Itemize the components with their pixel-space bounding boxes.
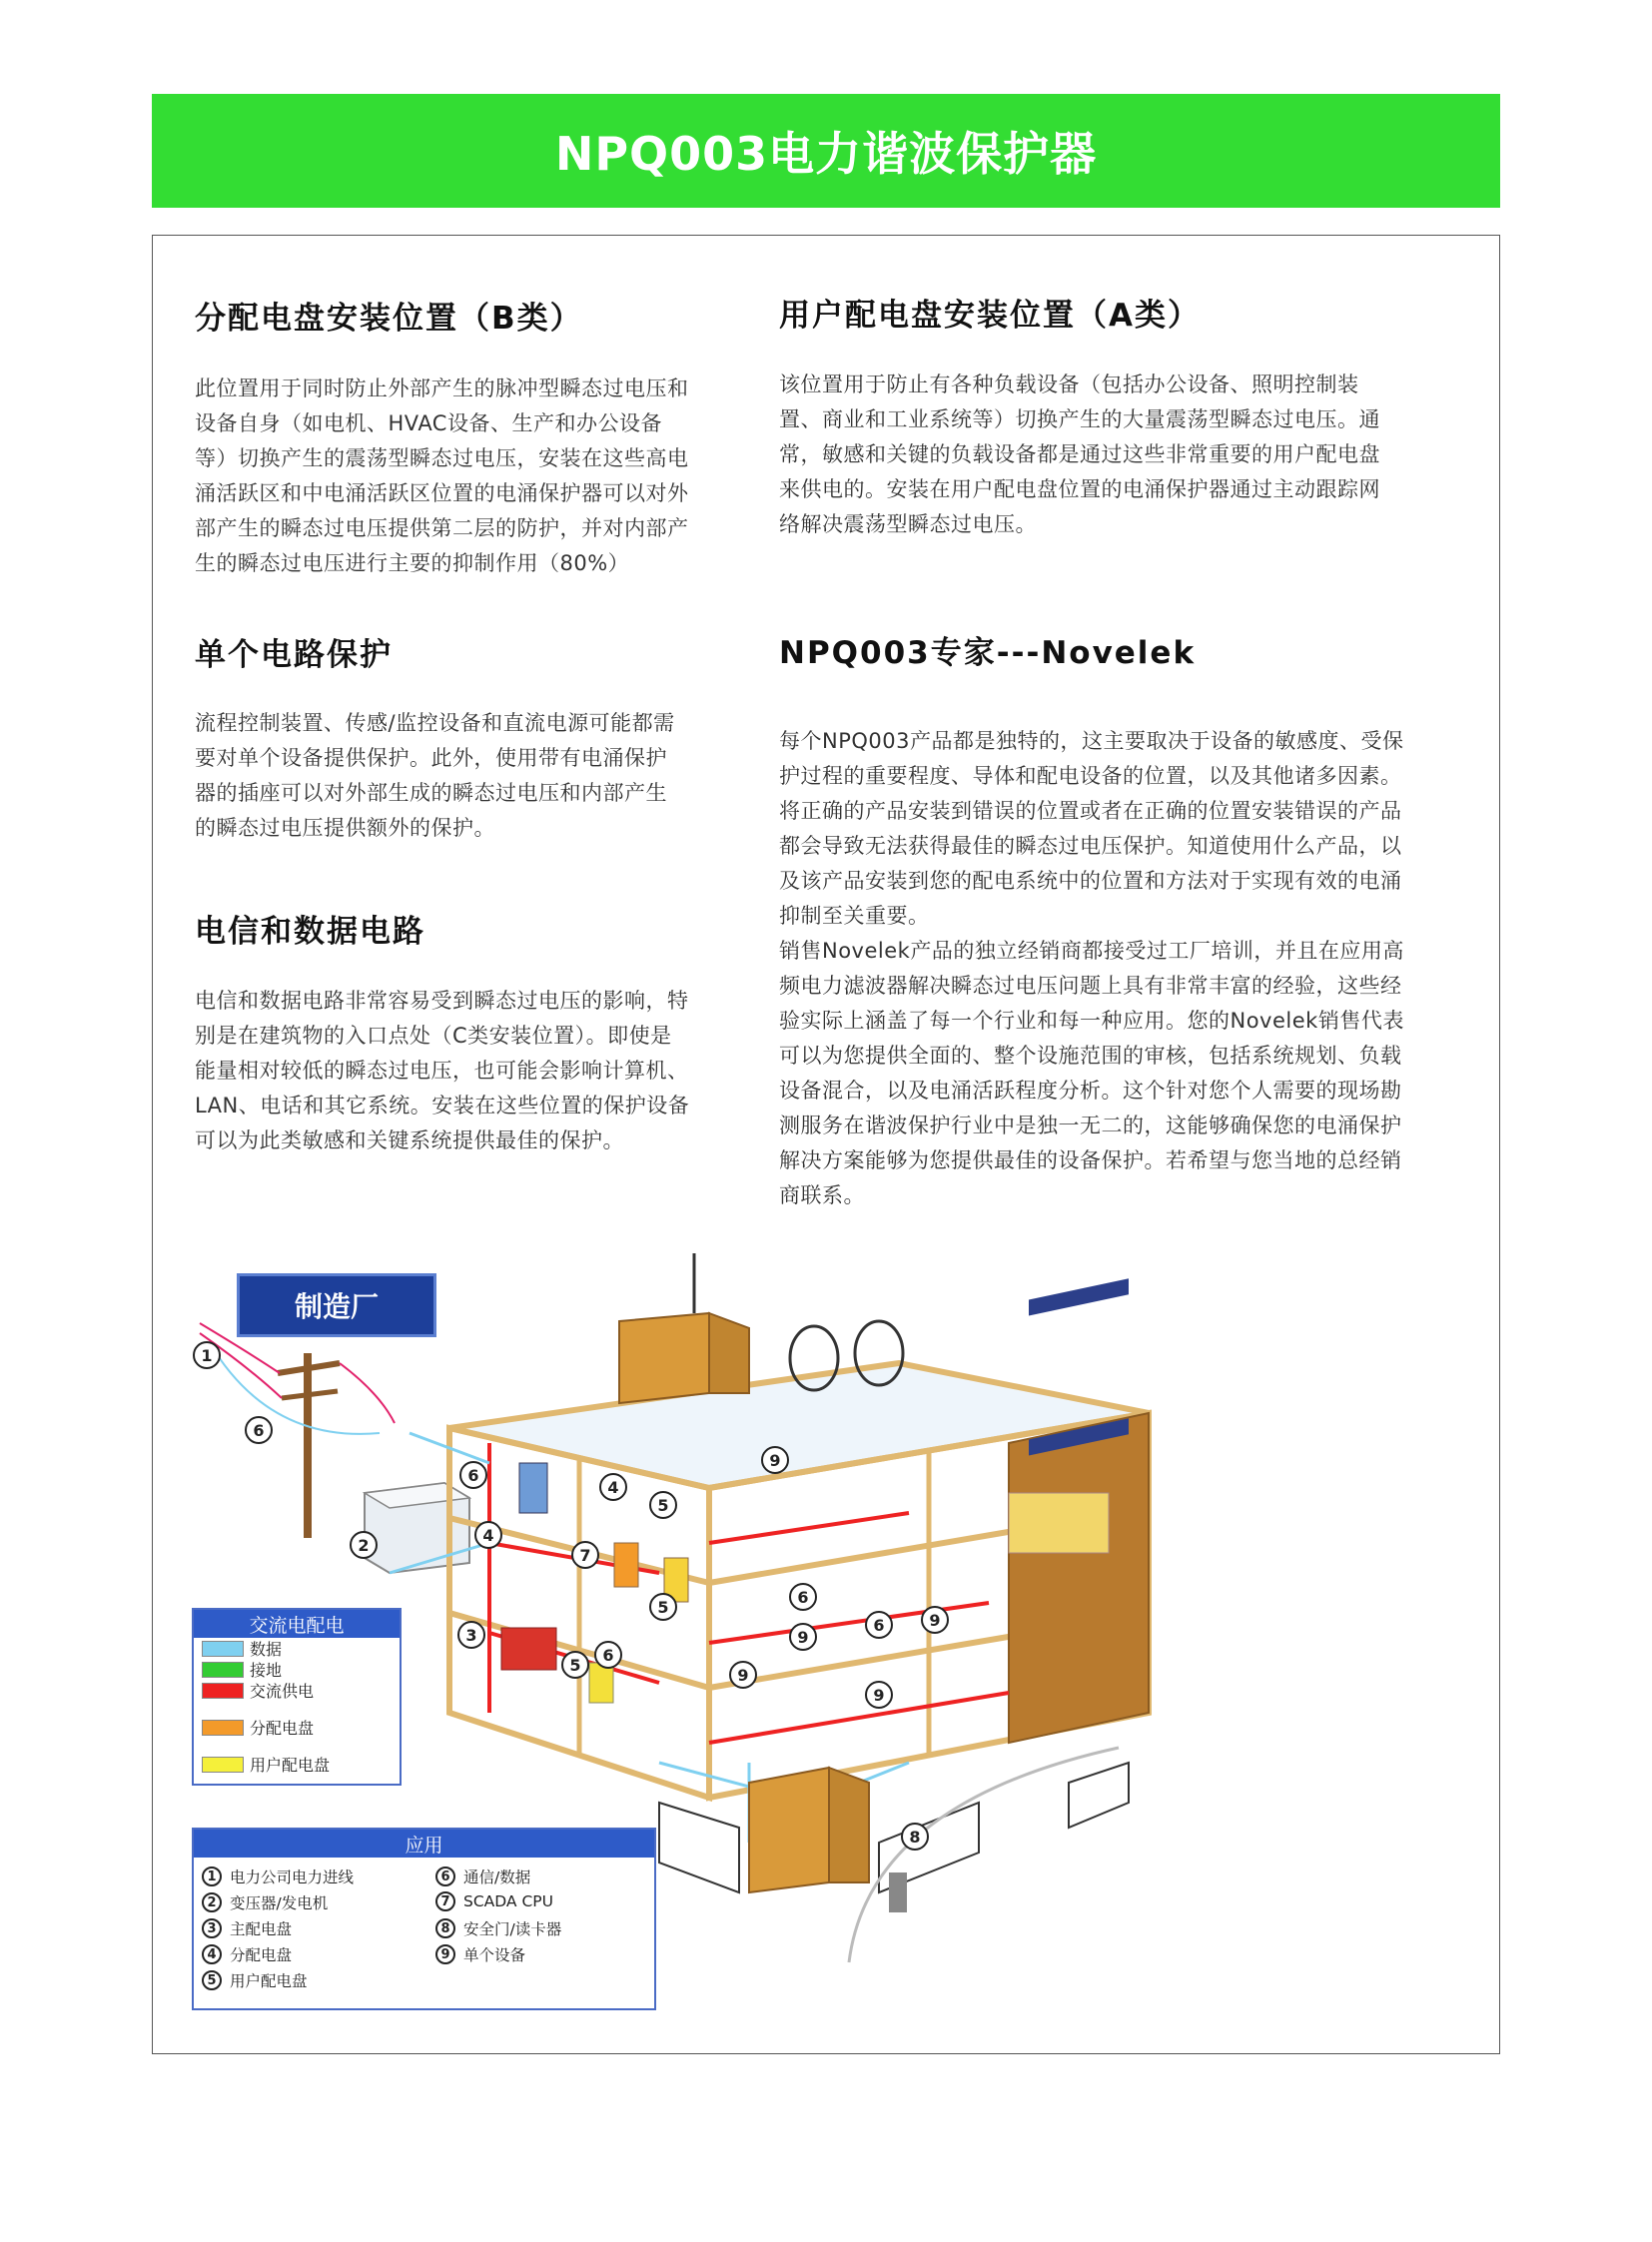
application-label: 单个设备 [463,1946,526,1964]
section-telecom [195,906,734,951]
text-line: 频电力滤波器解决瞬态过电压问题上具有非常丰富的经验，这些经 [779,974,1402,998]
facility-diagram [190,1243,1219,2022]
text-line: 测服务在谐波保护行业中是独一无二的，这能够确保您的电涌保护 [779,1114,1402,1137]
application-item [435,1866,530,1887]
text-line: 验实际上涵盖了每一个行业和每一种应用。您的Novelek销售代表 [779,1009,1404,1033]
legend-title: 交流电配电 [194,1610,400,1638]
text-line: 将正确的产品安装到错误的位置或者在正确的位置安装错误的产品 [779,799,1402,823]
text-line: 可以为此类敏感和关键系统提供最佳的保护。 [195,1128,624,1152]
callout-badge: 6 [865,1611,893,1639]
text-line: 设备混合，以及电涌活跃程度分析。这个针对您个人需要的现场勘 [779,1079,1402,1103]
text-line: 能量相对较低的瞬态过电压，也可能会影响计算机、 [195,1059,689,1083]
text-line: 可以为您提供全面的、整个设施范围的审核，包括系统规划、负载 [779,1044,1402,1068]
legend-item [194,1717,400,1738]
legend-label: 用户配电盘 [250,1756,331,1775]
text-line: 来供电的。安装在用户配电盘位置的电涌保护器通过主动跟踪网 [779,477,1380,501]
text-line: 部产生的瞬态过电压提供第二层的防护，并对内部产 [195,516,689,540]
application-item [202,1969,308,1991]
text-line: 置、商业和工业系统等）切换产生的大量震荡型瞬态过电压。通 [779,407,1380,431]
text-line: 别是在建筑物的入口点处（C类安装位置）。即使是 [195,1024,672,1048]
text-line: 护过程的重要程度、导体和配电设备的位置，以及其他诸多因素。 [779,764,1402,788]
legend-item [194,1754,400,1775]
callout-badge: 5 [561,1651,589,1679]
text-line: 商联系。 [779,1183,865,1207]
section-a-class-body [779,368,1468,542]
text-line: 常，敏感和关键的负载设备都是通过这些非常重要的用户配电盘 [779,442,1380,466]
application-item [202,1917,292,1939]
application-label: SCADA CPU [463,1892,553,1910]
section-heading: 用户配电盘安装位置（A类） [779,298,1201,334]
application-label: 主配电盘 [230,1920,293,1938]
text-line: 的瞬态过电压提供额外的保护。 [195,816,495,840]
callout-badge: 3 [457,1621,485,1649]
text-line: 等）切换产生的震荡型瞬态过电压，安装在这些高电 [195,446,689,470]
number-icon: 1 [202,1867,222,1886]
legend-label: 数据 [250,1640,283,1659]
section-expert [779,627,1468,672]
number-icon: 9 [435,1944,455,1964]
callout-badge: 5 [649,1491,677,1519]
section-telecom-body [195,984,734,1158]
legend-item [194,1680,400,1701]
application-item [202,1943,292,1965]
transformer-icon [365,1483,469,1573]
number-icon: 5 [202,1970,222,1990]
legend-label: 交流供电 [250,1682,315,1701]
number-icon: 2 [202,1892,222,1912]
callout-badge: 6 [594,1641,622,1669]
text-line: 都会导致无法获得最佳的瞬态过电压保护。知道使用什么产品，以 [779,834,1402,858]
section-b-class-body [195,372,734,581]
factory-label: 制造厂 [237,1273,436,1337]
section-b-class [195,293,734,338]
text-line: 要对单个设备提供保护。此外，使用带有电涌保护 [195,746,667,770]
applications-list [194,1858,654,1990]
application-label: 分配电盘 [230,1946,293,1964]
callout-badge: 9 [789,1623,817,1651]
text-line: 电信和数据电路非常容易受到瞬态过电压的影响，特 [195,989,689,1013]
section-heading: 单个电路保护 [195,637,393,673]
legend-item [194,1638,400,1659]
callout-badge: 5 [649,1593,677,1621]
callout-badge: 8 [901,1823,929,1851]
callout-badge: 9 [865,1681,893,1709]
section-single-circuit-body [195,706,734,846]
application-item [202,1891,328,1913]
callout-badge: 6 [789,1583,817,1611]
text-line: 络解决震荡型瞬态过电压。 [779,512,1037,536]
application-item [435,1943,525,1965]
callout-badge: 6 [245,1416,273,1444]
applications-title: 应用 [194,1830,654,1858]
callout-badge: 1 [193,1341,221,1369]
number-icon: 7 [435,1891,455,1911]
text-line: 设备自身（如电机、HVAC设备、生产和办公设备 [195,411,662,435]
number-icon: 6 [435,1867,455,1886]
legend-swatch [202,1683,244,1699]
application-item [202,1866,354,1887]
text-line: 解决方案能够为您提供最佳的设备保护。若希望与您当地的总经销 [779,1148,1402,1172]
text-line: 涌活跃区和中电涌活跃区位置的电涌保护器可以对外 [195,481,689,505]
section-heading: 电信和数据电路 [195,914,425,950]
callout-badge: 2 [350,1531,378,1559]
callout-badge: 9 [729,1661,757,1689]
number-icon: 8 [435,1918,455,1938]
text-line: 该位置用于防止有各种负载设备（包括办公设备、照明控制装 [779,373,1359,396]
legend-box [192,1608,402,1786]
legend-item [194,1659,400,1680]
legend-swatch [202,1757,244,1773]
text-line: 流程控制装置、传感/监控设备和直流电源可能都需 [195,711,675,735]
callout-badge: 4 [474,1521,502,1549]
callout-badge: 9 [921,1606,949,1634]
number-icon: 3 [202,1918,222,1938]
text-line: 生的瞬态过电压进行主要的抑制作用（80%） [195,551,630,575]
text-line: 抑制至关重要。 [779,904,930,928]
applications-box [192,1828,656,2010]
legend-swatch [202,1641,244,1657]
text-line: LAN、电话和其它系统。安装在这些位置的保护设备 [195,1094,690,1118]
section-heading: NPQ003专家---Novelek [779,635,1197,671]
application-label: 安全门/读卡器 [463,1920,562,1938]
text-line: 销售Novelek产品的独立经销商都接受过工厂培训，并且在应用高 [779,939,1404,963]
section-expert-body [779,724,1468,1213]
callout-badge: 4 [599,1473,627,1501]
legend-swatch [202,1720,244,1736]
callout-badge: 9 [761,1446,789,1474]
application-item [435,1891,553,1911]
application-label: 电力公司电力进线 [230,1868,355,1886]
title-banner [152,94,1500,208]
application-label: 变压器/发电机 [230,1894,329,1912]
callout-badge: 6 [459,1461,487,1489]
application-item [435,1917,561,1939]
section-single-circuit [195,629,734,674]
section-a-class [779,290,1468,335]
number-icon: 4 [202,1944,222,1964]
legend-swatch [202,1662,244,1678]
section-heading: 分配电盘安装位置（B类） [195,301,583,337]
text-line: 此位置用于同时防止外部产生的脉冲型瞬态过电压和 [195,376,689,400]
page-title: NPQ003电力谐波保护器 [554,127,1098,181]
legend-label: 分配电盘 [250,1719,315,1738]
callout-badge: 7 [571,1541,599,1569]
application-label: 用户配电盘 [230,1972,308,1990]
application-label: 通信/数据 [463,1868,531,1886]
text-line: 及该产品安装到您的配电系统中的位置和方法对于实现有效的电涌 [779,869,1402,893]
text-line: 器的插座可以对外部生成的瞬态过电压和内部产生 [195,781,667,805]
legend-label: 接地 [250,1661,283,1680]
text-line: 每个NPQ003产品都是独特的，这主要取决于设备的敏感度、受保 [779,729,1404,753]
